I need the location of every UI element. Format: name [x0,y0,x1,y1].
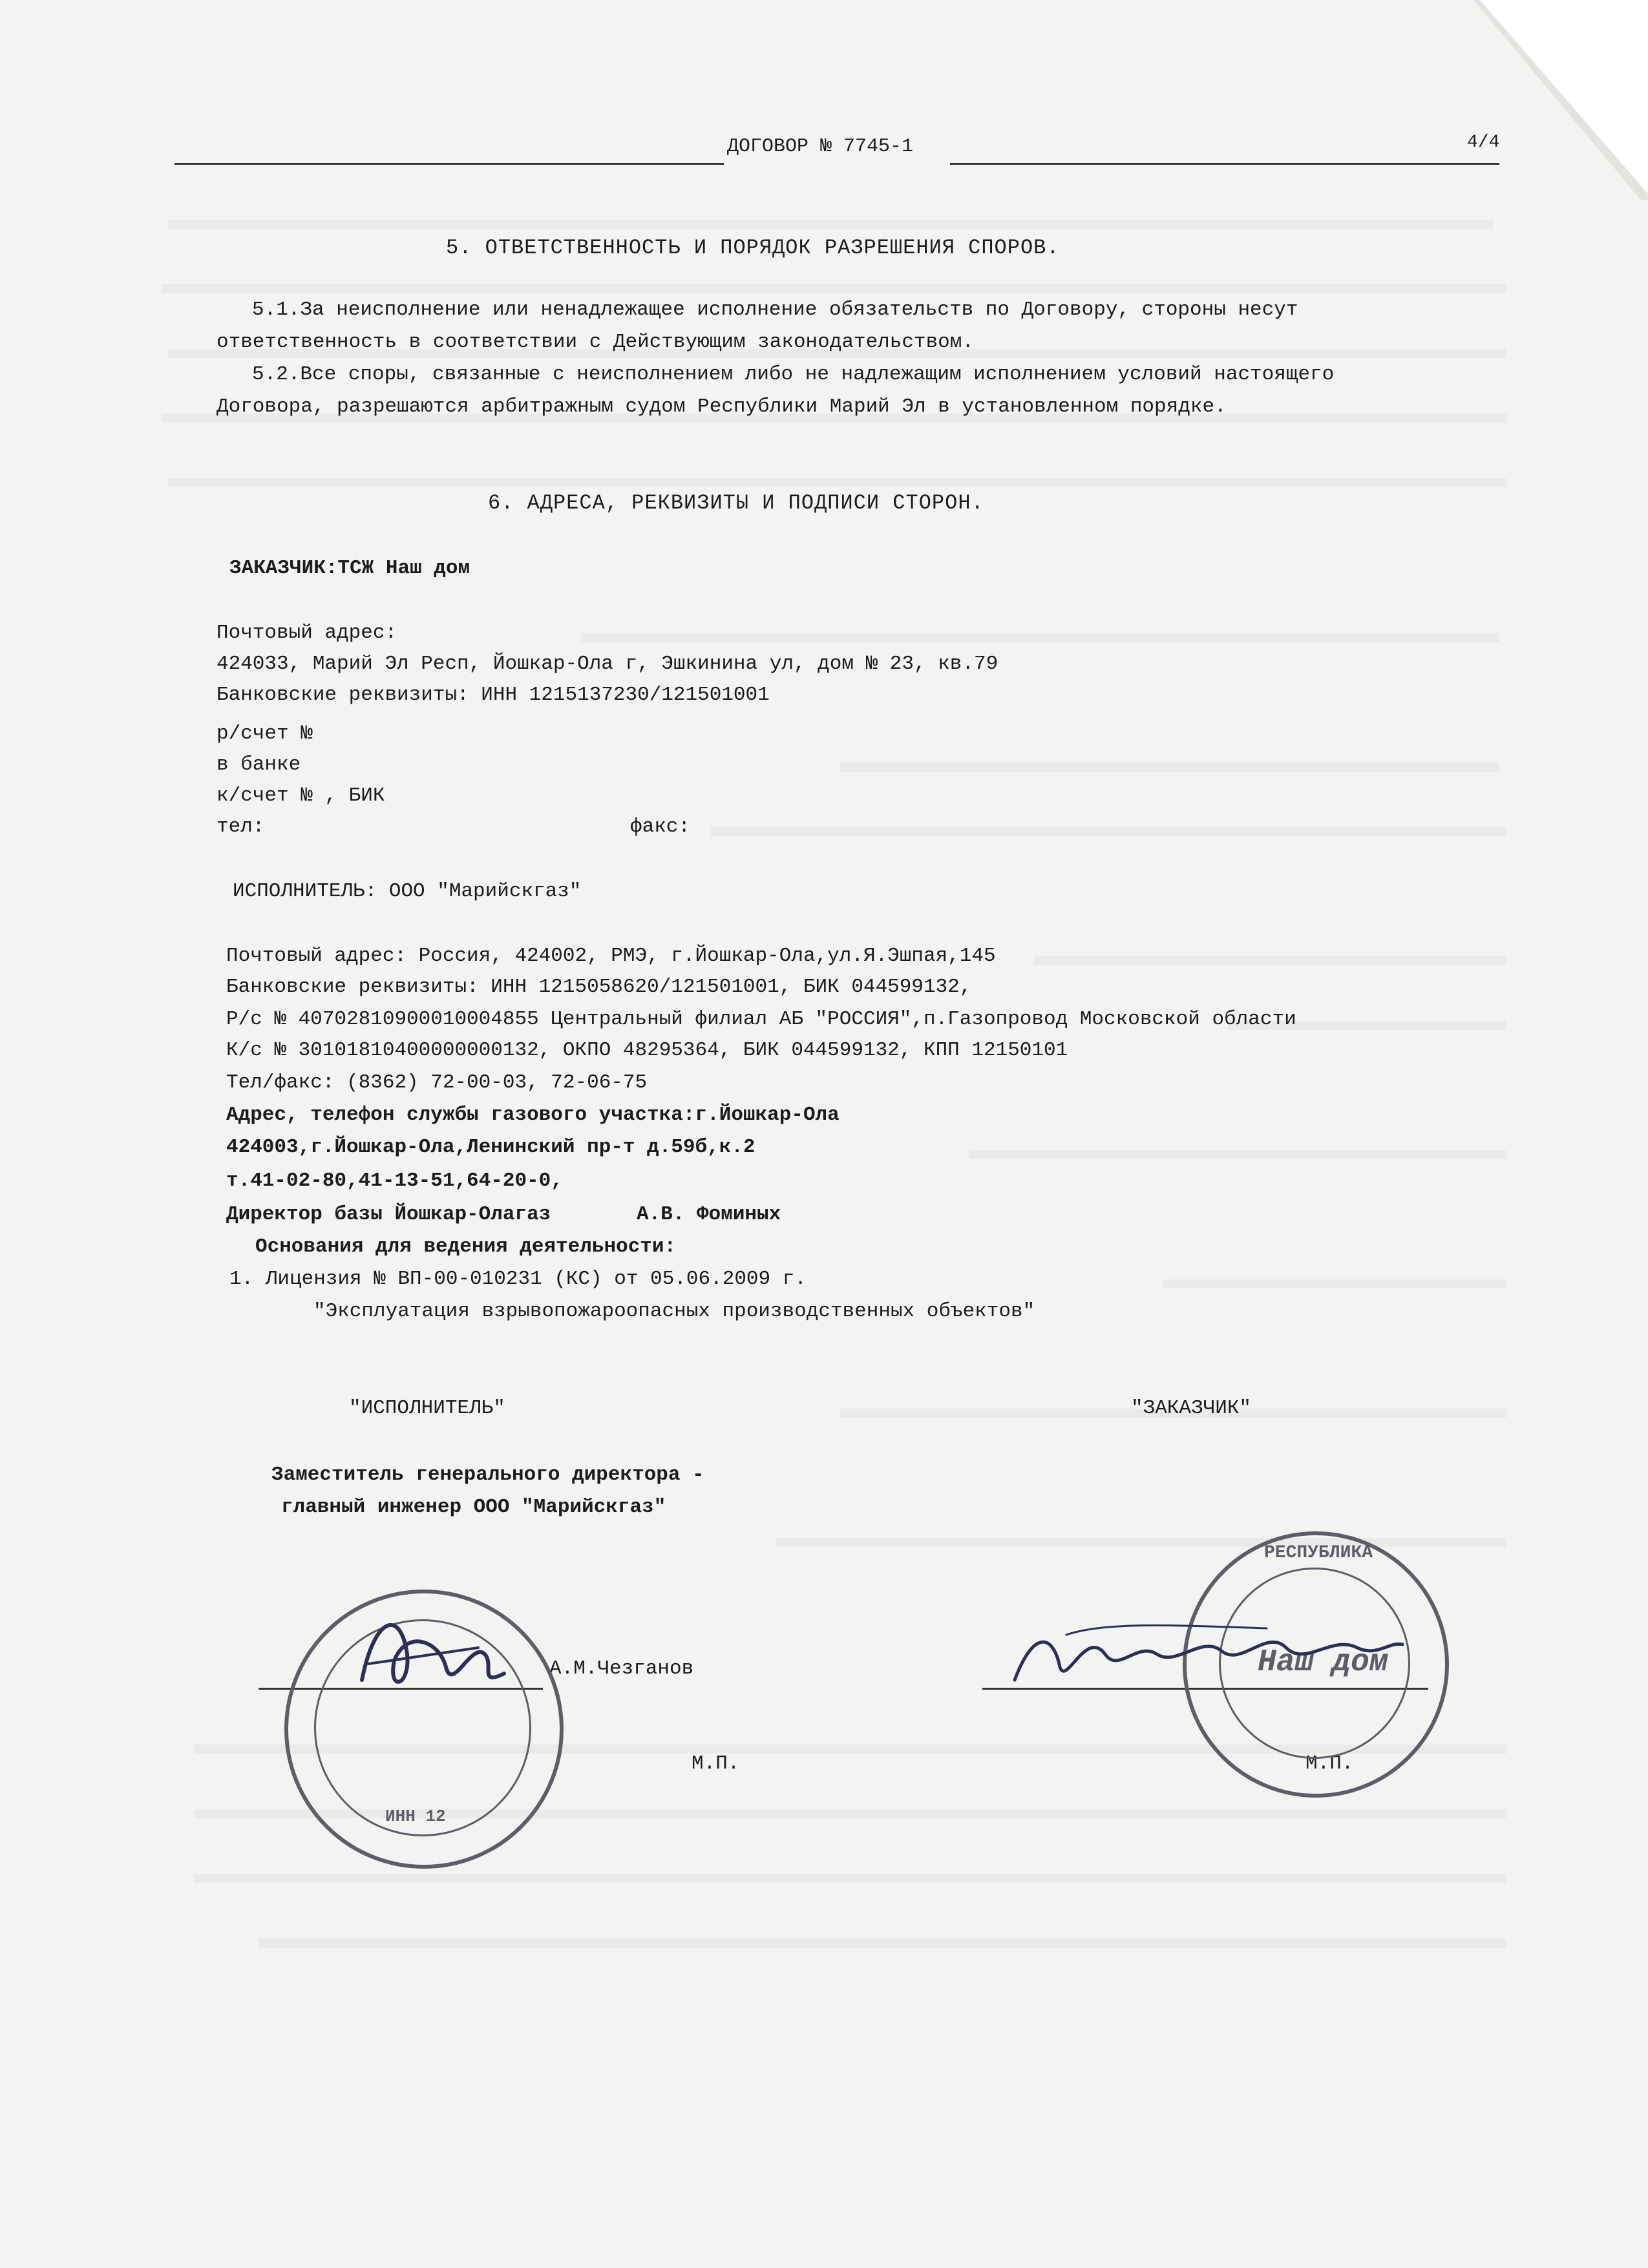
signatory-title-line2: главный инженер ООО "Марийскгаз" [281,1496,666,1518]
seal-placeholder-right: М.П. [1305,1752,1354,1775]
customer-in-bank: в банке [217,753,301,776]
header-rule-right [950,163,1499,165]
section5-p1-line2: ответственность в соответствии с Действующим законодательством. [217,331,974,353]
contractor-phone-fax: Тел/факс: (8362) 72-00-03, 72-06-75 [226,1071,648,1094]
section5-p1-line1: 5.1.За неисполнение или ненадлежащее исполнение обязательств по Договору, стороны несут [252,299,1298,321]
customer-signature [1008,1615,1409,1693]
customer-name: ЗАКАЗЧИК:ТСЖ Наш дом [229,557,470,580]
folded-corner [1480,0,1648,194]
section6-title: 6. АДРЕСА, РЕКВИЗИТЫ И ПОДПИСИ СТОРОН. [488,491,984,515]
signatory-name: А.М.Чезганов [549,1657,694,1680]
contractor-postal-address: Почтовый адрес: Россия, 424002, РМЭ, г.Йошкар-Ола,ул.Я.Эшпая,145 [226,945,996,967]
contractor-corr-account: К/с № 30101810400000000132, ОКПО 48295364, БИК 044599132, КПП 12150101 [226,1039,1068,1062]
section5-title: 5. ОТВЕТСТВЕННОСТЬ И ПОРЯДОК РАЗРЕШЕНИЯ СПОРОВ. [446,236,1060,260]
seal-placeholder-left: М.П. [692,1752,740,1775]
base-director-title: Директор базы Йошкар-Олагаз [226,1203,551,1226]
customer-bank-details: Банковские реквизиты: ИНН 1215137230/121501001 [217,684,770,706]
customer-postal-label: Почтовый адрес: [217,622,397,644]
base-director-name: А.В. Фоминых [637,1203,781,1226]
activity-basis-title: Основания для ведения деятельности: [255,1235,677,1258]
customer-signature-label: "ЗАКАЗЧИК" [1131,1397,1252,1420]
service-phones: т.41-02-80,41-13-51,64-20-0, [226,1170,563,1192]
contractor-seal-text: ИНН 12 [385,1807,446,1826]
customer-postal-address: 424033, Марий Эл Респ, Йошкар-Ола г, Эшкинина ул, дом № 23, кв.79 [217,653,998,675]
section5-p2-line1: 5.2.Все споры, связанные с неисполнением либо не надлежащим исполнением условий настоящего [252,363,1335,386]
header-rule-left [174,163,724,165]
signatory-title-line1: Заместитель генерального директора - [271,1464,704,1486]
page-number: 4/4 [1467,132,1500,152]
customer-corr-account: к/счет № , БИК [217,784,385,807]
contractor-account: Р/с № 40702810900010004855 Центральный филиал АБ "РОССИЯ",п.Газопровод Московской области [226,1008,1296,1031]
license-line: 1. Лицензия № ВП-00-010231 (КС) от 05.06.2009 г. [229,1268,807,1290]
contractor-signature-label: "ИСПОЛНИТЕЛЬ" [349,1397,505,1420]
contractor-name: ИСПОЛНИТЕЛЬ: ООО "Марийскгаз" [233,880,582,903]
contract-number: ДОГОВОР № 7745-1 [727,136,914,158]
customer-seal-ring-text: РЕСПУБЛИКА [1264,1543,1373,1563]
license-description: "Эксплуатация взрывопожароопасных производственных объектов" [313,1300,1035,1323]
contractor-signature [349,1602,517,1706]
customer-account: р/счет № [217,722,313,745]
customer-fax: факс: [630,815,691,838]
service-address-label: Адрес, телефон службы газового участка:г.Йошкар-Ола [226,1104,840,1126]
service-street: 424003,г.Йошкар-Ола,Ленинский пр-т д.59б,к.2 [226,1136,755,1159]
customer-seal-center-text: Наш дом [1258,1645,1388,1680]
section5-p2-line2: Договора, разрешаются арбитражным судом Республики Марий Эл в установленном порядке. [217,395,1227,418]
customer-phone: тел: [217,815,265,838]
contractor-bank-details: Банковские реквизиты: ИНН 1215058620/121501001, БИК 044599132, [226,976,972,998]
